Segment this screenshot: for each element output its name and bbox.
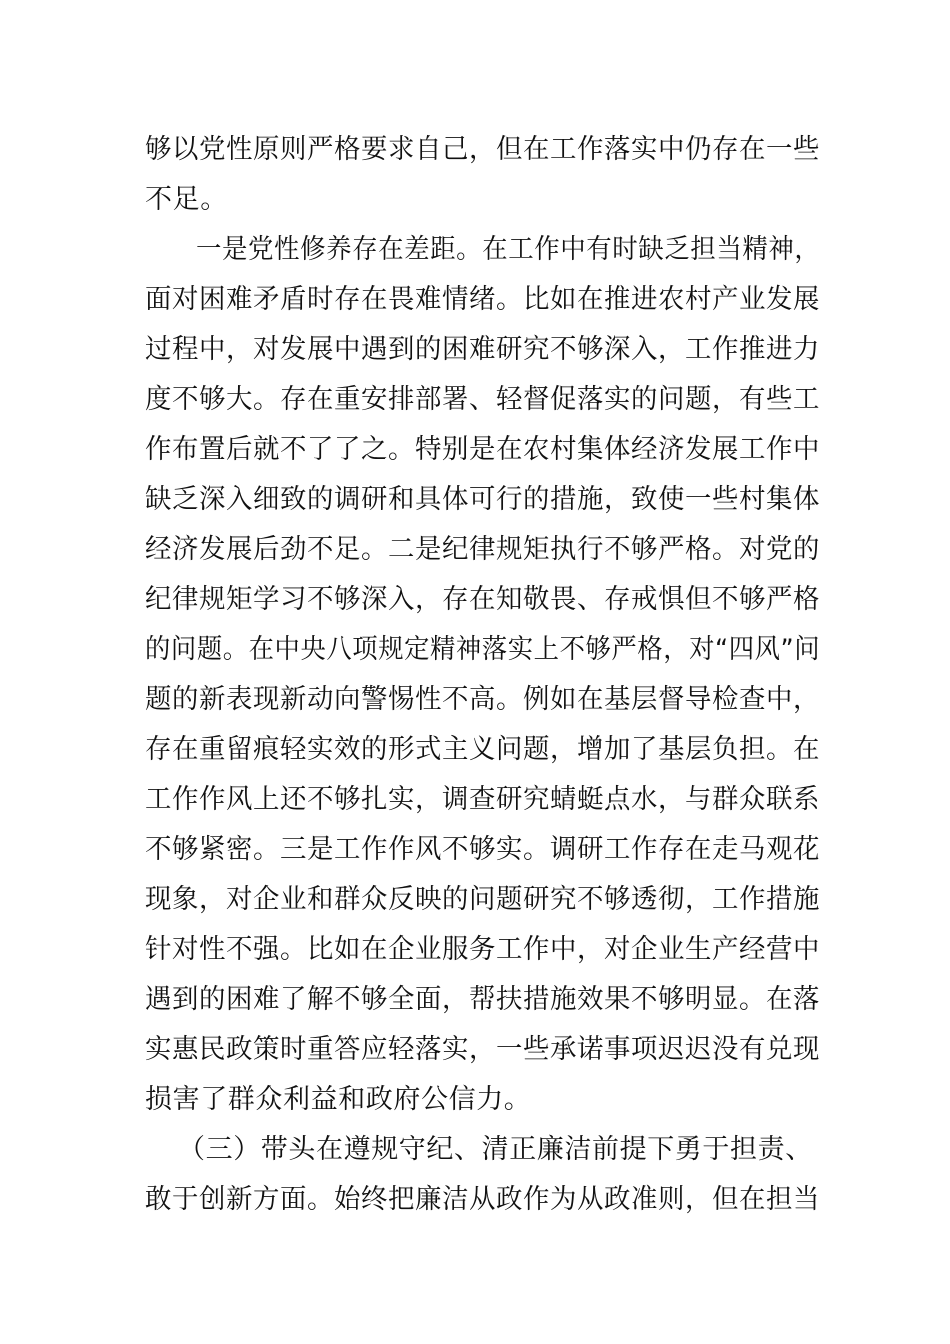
text-line: 题的新表现新动向警惕性不高。例如在基层督导检查中， (145, 684, 821, 715)
text-line: 存在重留痕轻实效的形式主义问题，增加了基层负担。在 (145, 734, 821, 765)
text-line: 面对困难矛盾时存在畏难情绪。比如在推进农村产业发展 (145, 284, 821, 315)
text-line: 过程中，对发展中遇到的困难研究不够深入，工作推进力 (145, 334, 821, 365)
text-line: 纪律规矩学习不够深入，存在知敬畏、存戒惧但不够严格 (145, 584, 821, 615)
text-line: 敢于创新方面。始终把廉洁从政作为从政准则，但在担当 (145, 1184, 821, 1215)
text-line: 作布置后就不了了之。特别是在农村集体经济发展工作中 (145, 434, 821, 465)
text-line: 工作作风上还不够扎实，调查研究蜻蜓点水，与群众联系 (145, 784, 821, 815)
text-line: 经济发展后劲不足。二是纪律规矩执行不够严格。对党的 (145, 534, 821, 565)
text-line: 缺乏深入细致的调研和具体可行的措施，致使一些村集体 (145, 484, 821, 515)
text-line: 度不够大。存在重安排部署、轻督促落实的问题，有些工 (145, 384, 821, 415)
text-line: 不足。 (145, 184, 228, 215)
section-heading-line: （三）带头在遵规守纪、清正廉洁前提下勇于担责、 (178, 1134, 813, 1165)
text-line: 针对性不强。比如在企业服务工作中，对企业生产经营中 (145, 934, 821, 965)
text-line: 现象，对企业和群众反映的问题研究不够透彻，工作措施 (145, 884, 821, 915)
text-line: 的问题。在中央八项规定精神落实上不够严格，对“四风”问 (145, 634, 821, 665)
text-line: 够以党性原则严格要求自己，但在工作落实中仍存在一些 (145, 134, 821, 165)
text-line: 不够紧密。三是工作作风不够实。调研工作存在走马观花 (145, 834, 821, 865)
paragraph-start-line: 一是党性修养存在差距。在工作中有时缺乏担当精神， (196, 234, 821, 265)
text-line: 损害了群众利益和政府公信力。 (145, 1084, 532, 1115)
text-line: 实惠民政策时重答应轻落实，一些承诺事项迟迟没有兑现 (145, 1034, 821, 1065)
text-line: 遇到的困难了解不够全面，帮扶措施效果不够明显。在落 (145, 984, 821, 1015)
